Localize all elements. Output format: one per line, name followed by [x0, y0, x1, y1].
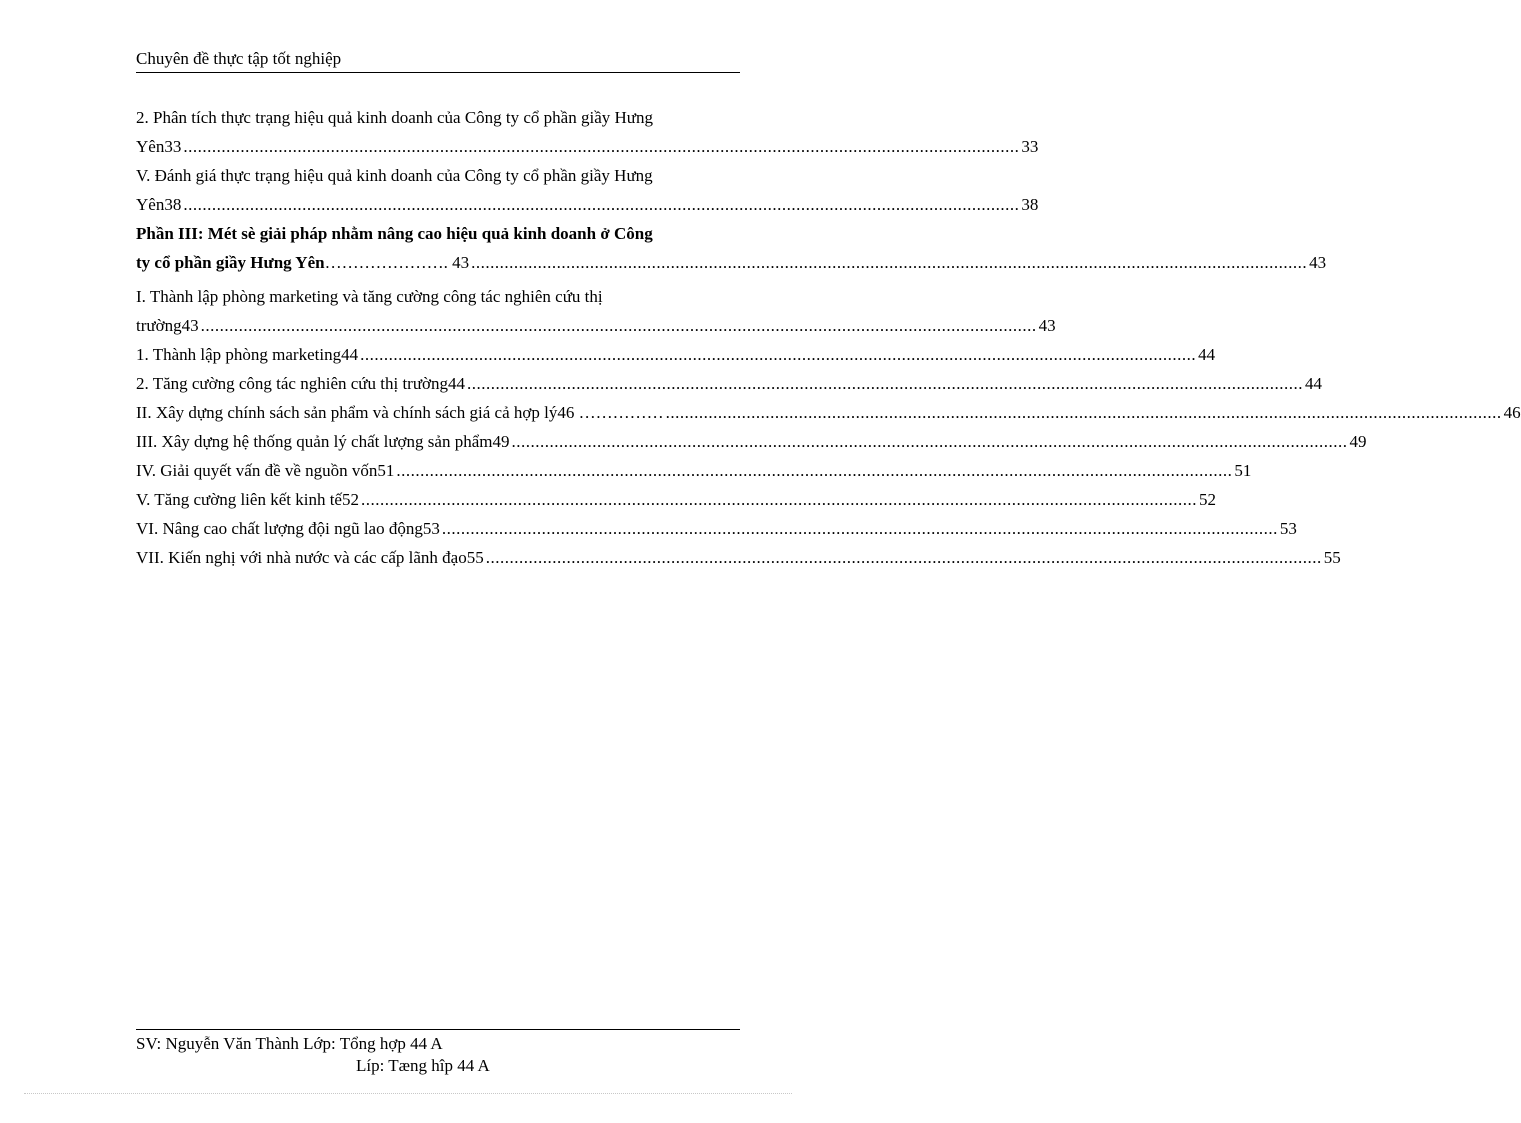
toc-entry-text: III. Xây dựng hệ thống quản lý chất lượng sản phẩm49: [136, 432, 510, 451]
toc-entry-text: 2. Phân tích thực trạng hiệu quả kinh doanh của Công ty cổ phần giầy Hưng: [136, 108, 653, 127]
dot-leader: ................................................................................................................................................................................: [183, 137, 1020, 156]
dot-leader: ................................................................................................................................................................................: [471, 253, 1308, 272]
toc-entry[interactable]: [136, 514, 1297, 543]
toc-entry-text: Phần III: Mét sè giải pháp nhằm nâng cao hiệu quả kinh doanh ở Công: [136, 224, 653, 243]
toc-page-number: 33: [1021, 137, 1039, 156]
page-bottom-border: [24, 1093, 792, 1094]
toc-page-number: 43: [1038, 316, 1056, 335]
footer-divider: [136, 1029, 740, 1030]
toc-entry-text: 1. Thành lập phòng marketing44: [136, 345, 359, 364]
dot-leader: ................................................................................................................................................................................: [183, 195, 1020, 214]
table-of-contents: [136, 103, 1521, 572]
toc-page-number: 43: [1309, 253, 1327, 272]
dot-leader: ................................................................................................................................................................................: [665, 403, 1502, 422]
dot-leader: ................................................................................................................................................................................: [360, 345, 1197, 364]
toc-entry[interactable]: [136, 161, 1039, 219]
toc-entry[interactable]: [136, 543, 1341, 572]
toc-page-number: 44: [1305, 374, 1323, 393]
dot-leader: ................................................................................................................................................................................: [200, 316, 1037, 335]
toc-entry[interactable]: [136, 456, 1252, 485]
toc-entry-text: II. Xây dựng chính sách sản phẩm và chính sách giá cả hợp lý46 ……………: [136, 403, 664, 422]
toc-page-number: 51: [1234, 461, 1252, 480]
toc-entry-text-suffix: …………………. 43: [324, 253, 470, 272]
dot-leader: ................................................................................................................................................................................: [360, 490, 1197, 509]
toc-entry-text: IV. Giải quyết vấn đề về nguồn vốn51: [136, 461, 395, 480]
footer-class-line: Líp: Tæng hîp 44 A: [356, 1056, 490, 1075]
toc-page-number: 53: [1279, 519, 1297, 538]
toc-entry-text: V. Tăng cường liên kết kinh tế52: [136, 490, 359, 509]
dot-leader: ................................................................................................................................................................................: [485, 548, 1322, 567]
toc-entry-text-cont: ty cổ phần giầy Hưng Yên: [136, 253, 325, 272]
toc-entry[interactable]: [136, 369, 1323, 398]
header-title: Chuyên đề thực tập tốt nghiệp: [136, 49, 342, 68]
toc-entry[interactable]: [136, 340, 1216, 369]
toc-entry[interactable]: [136, 398, 1521, 427]
page-header: [136, 48, 740, 73]
dot-leader: ................................................................................................................................................................................: [396, 461, 1233, 480]
toc-entry[interactable]: [136, 485, 1216, 514]
toc-page-number: 52: [1198, 490, 1216, 509]
toc-entry-text: 2. Tăng cường công tác nghiên cứu thị trường44: [136, 374, 466, 393]
toc-page-number: 55: [1323, 548, 1341, 567]
toc-entry[interactable]: [136, 103, 1039, 161]
toc-entry-text: VII. Kiến nghị với nhà nước và các cấp lãnh đạo55: [136, 548, 484, 567]
toc-entry-text: V. Đánh giá thực trạng hiệu quả kinh doanh của Công ty cổ phần giầy Hưng: [136, 166, 653, 185]
toc-entry-text-cont: trường43: [136, 316, 199, 335]
toc-page-number: 38: [1021, 195, 1039, 214]
dot-leader: ................................................................................................................................................................................: [467, 374, 1304, 393]
toc-part-heading[interactable]: [136, 219, 1327, 277]
toc-page-number: 49: [1349, 432, 1367, 451]
toc-entry-text-cont: Yên38: [136, 195, 182, 214]
toc-entry-text-cont: Yên33: [136, 137, 182, 156]
dot-leader: ................................................................................................................................................................................: [511, 432, 1348, 451]
footer-student-line: SV: Nguyễn Văn Thành Lớp: Tổng hợp 44 A: [136, 1034, 443, 1053]
toc-entry[interactable]: [136, 282, 1056, 340]
toc-entry-text: I. Thành lập phòng marketing và tăng cường công tác nghiên cứu thị: [136, 287, 603, 306]
toc-entry[interactable]: [136, 427, 1367, 456]
toc-page-number: 46: [1503, 403, 1521, 422]
toc-entry-text: VI. Nâng cao chất lượng đội ngũ lao động53: [136, 519, 440, 538]
toc-page-number: 44: [1198, 345, 1216, 364]
dot-leader: ................................................................................................................................................................................: [441, 519, 1278, 538]
